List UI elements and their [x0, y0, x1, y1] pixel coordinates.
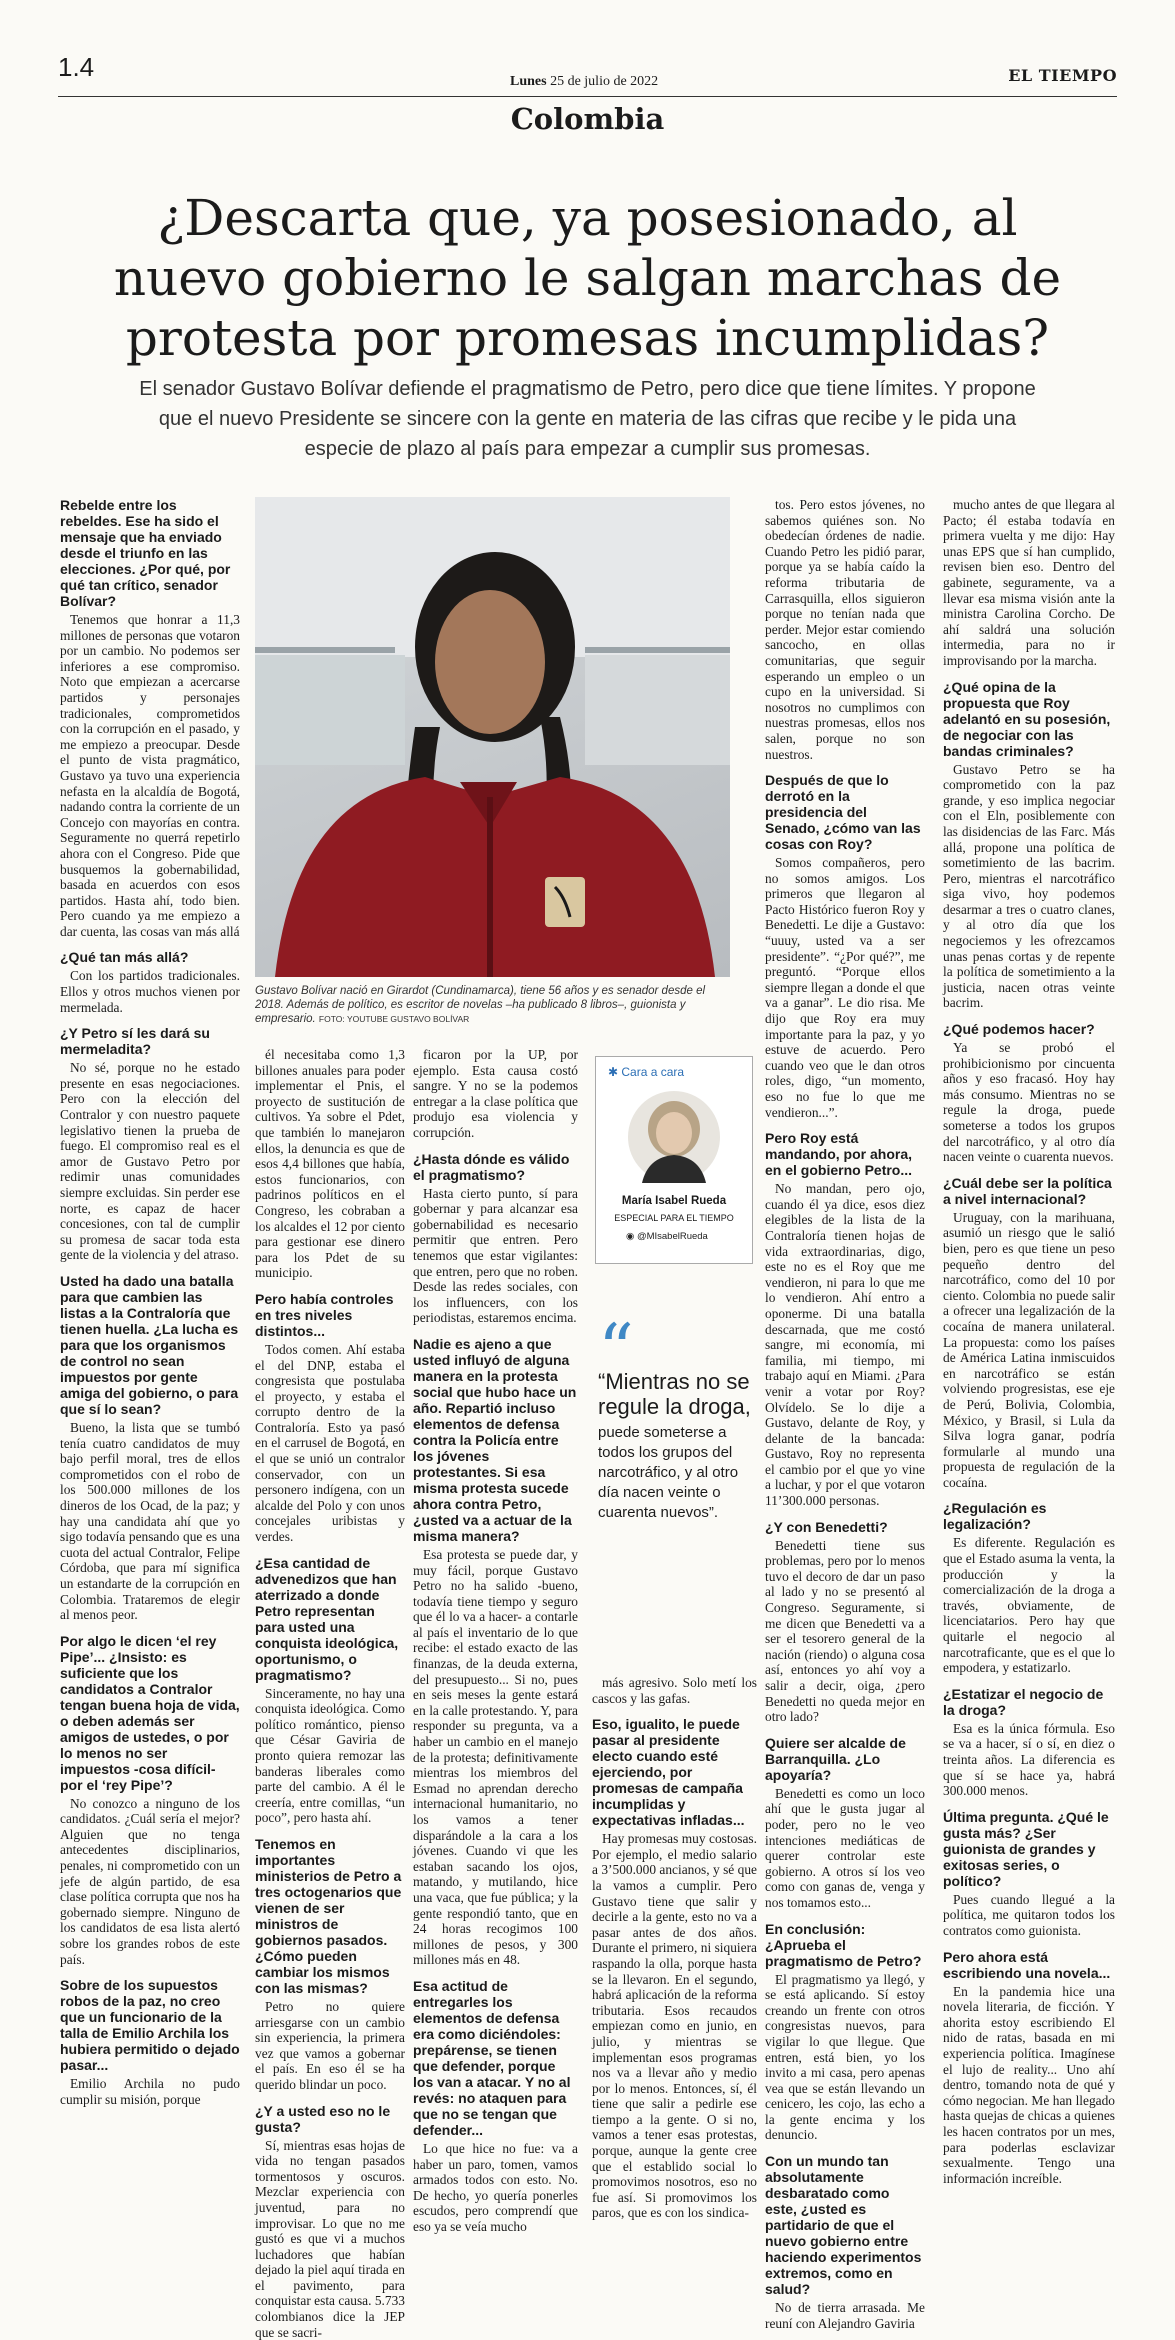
interview-answer: mucho antes de que llegara al Pacto; él estaba todavía en primera vuelta y me dijo: Hay unas EPS que sí han cumplido, revisen bien eso. Dentro del gabinete, seguramente, va a llevar esa misma visión ante la ministra Carolina Corcho. De ahí saldrá una solución intermedia, para no ir improvisando por la marcha.	[943, 497, 1115, 668]
photo-caption	[255, 984, 735, 1026]
photo-illustration	[255, 497, 730, 977]
pull-quote-rest: puede someterse a todos los grupos del narcotráfico, y al otro día nacen veinte o cuarenta nuevos”.	[598, 1424, 739, 1521]
column-1	[60, 497, 240, 2192]
interview-question: Después de que lo derrotó en la presidencia del Senado, ¿cómo van las cosas con Roy?	[765, 772, 921, 853]
interview-answer: Todos comen. Ahí estaba el del DNP, estaba el congresista que postulaba el proyecto, y estaba el corrupto dentro de la Contraloría. Esto ya pasó en el carrusel de Bogotá, en el que se unió un contralor conservador, con un personero indígena, con un alcalde del Polo y con unos concejales uribistas y verdes.	[255, 1341, 405, 1545]
article-deck: El senador Gustavo Bolívar defiende el pragmatismo de Petro, pero dice que tiene límites. Y propone que el nuevo Presidente se sincere con la gente en materia de las cifras que recibe y le pida una especie de plazo al país para empezar a cumplir sus promesas.	[139, 378, 1036, 460]
interview-answer: Somos compañeros, pero no somos amigos. Los primeros que llegaron al Pacto Histórico fueron Roy y Benedetti. Le dije a Gustavo: “uuuy, usted va a ser presidente”. “¿Por qué?”, me preguntó. “Porque ellos siempre llegan a donde el que va a ganar”. Le dio risa. Me dijo que Roy era muy importante para la paz, y yo estuve de acuerdo. Pero cuando veo que le dan otros roles, digo, “un momento, eso no fue lo que me vendieron...”.	[765, 855, 925, 1120]
interview-question: ¿Hasta dónde es válido el pragmatismo?	[413, 1150, 570, 1183]
interview-question: Eso, igualito, le puede pasar al presidente electo cuando esté ejerciendo, por promesas de campaña incumplidas y expectativas infladas...	[592, 1716, 745, 1829]
column-5	[943, 497, 1115, 2192]
interview-question: Con un mundo tan absolutamente desbaratado como este, ¿usted es partidario de que el nuevo gobierno entre haciendo experimentos extremos, como en salud?	[765, 2153, 922, 2298]
column-4-lower	[592, 1675, 757, 2221]
interview-answer: él necesitaba como 1,3 billones anuales para poder implementar el Pnis, el proyecto de sustitución de cultivos. Ya sobre el Pdet, que también lo manejaron ellos, la denuncia es que de esos 4,4 billones que había, estos funcionarios, con padrinos políticos en el Congreso, les cobraban a los alcaldes el 12 por ciento para gestionar ese dinero para los Pdet de su municipio.	[255, 1047, 405, 1281]
interview-question: Pero había controles en tres niveles distintos...	[255, 1290, 394, 1339]
interview-answer: El pragmatismo ya llegó, y se está aplicando. Sí estoy creando un frente con otros congresistas nuevos, para vigilar lo que llegue. Que entren, está bien, yo los invito a mi casa, pero apenas vea que se están llevando un cenicero, les cojo, las echo a la gente encima y los denuncio.	[765, 1971, 925, 2143]
issue-date	[510, 74, 658, 90]
interview-question: ¿Esa cantidad de advenedizos que han aterrizado a donde Petro representan para usted una conquista ideológica, oportunismo, o pragmatismo?	[255, 1554, 399, 1683]
author-role: ESPECIAL PARA EL TIEMPO	[614, 1213, 734, 1223]
interview-answer: En la pandemia hice una novela literaria, de ficción. Y ahorita estoy escribiendo El nido de ratas, basada en mi experiencia política. Imagínese el lujo de reality... Uno ahí dentro, tomando nota de qué y cómo negocian. Me han llegado hasta quejas de chicas a quienes les hacen contratos por un mes, para poderlas esclavizar sexualmente. Tengo una información increíble.	[943, 1983, 1115, 2186]
interview-answer: Es diferente. Regulación es que el Estado asuma la venta, la producción y la comercialización de la droga a través, obviamente, de licenciatarios. Pero hay que quitarle el negocio al narcotraficante, que es el que lo empodera, y estatizarlo.	[943, 1535, 1115, 1676]
interview-question: ¿Y con Benedetti?	[765, 1518, 888, 1535]
quote-mark-icon: “	[598, 1309, 634, 1391]
newspaper-brand: EL TIEMPO	[1008, 66, 1117, 85]
issue-day: Lunes	[510, 74, 547, 89]
interview-answer: No de tierra arrasada. Me reuní con Alejandro Gaviria	[765, 2300, 925, 2331]
interview-question: Quiere ser alcalde de Barranquilla. ¿Lo apoyaría?	[765, 1734, 906, 1783]
interview-answer: más agresivo. Solo metí los cascos y las gafas.	[592, 1675, 757, 1706]
interview-question: ¿Regulación es legalización?	[943, 1500, 1047, 1533]
interview-question: Pero ahora está escribiendo una novela...	[943, 1948, 1111, 1981]
interview-answer: Uruguay, con la marihuana, asumió un riesgo que le salió bien, pero es que tiene un peso pequeño dentro del narcotráfico, como del 10 por ciento. Colombia no puede salir a ofrecer una legalización de la cocaína de manera unilateral. La propuesta: como los países de América Latina inmiscuidos en narcotráfico se están volviendo progresistas, ese eje de Perú, Bolivia, Colombia, México, y Brasil, si Lula da Silva logra ganar, podría formularle al mundo una propuesta de regulación de la cocaína.	[943, 1209, 1115, 1490]
headline: ¿Descarta que, ya posesionado, al nuevo gobierno le salgan marchas de protesta por promesas incumplidas?	[113, 189, 1062, 367]
interview-question: ¿Qué opina de la propuesta que Roy adelantó en su posesión, de negociar con las bandas criminales?	[943, 678, 1111, 759]
interview-answer: ficaron por la UP, por ejemplo. Esta causa costó sangre. Y no se la podemos entregar a la clase política que produjo esa violencia y corrupción.	[413, 1047, 578, 1140]
card-kicker: ✱ Cara a cara	[608, 1065, 685, 1079]
column-2	[255, 1047, 405, 2340]
caption-text: Gustavo Bolívar nació en Girardot (Cundinamarca), tiene 56 años y es senador desde el 2018. Además de político, es escritor de novelas –ha publicado 8 libros–, guionista y empresario.	[255, 985, 706, 1025]
interview-answer: No sé, porque no he estado presente en esas negociaciones. Pero con la elección del Contralor y con nuestro paquete legislativo tienen la prueba de fuego. El compromiso real es el amor de Gustavo Petro por redimir unas comunidades siempre excluidas. Sin perder ese norte, es capaz de hacer concesiones, con tal de cumplir su promesa de sacar toda esta gente de la violencia y del atraso.	[60, 1060, 240, 1263]
interview-answer: Esa es la única fórmula. Eso se va a hacer, sí o sí, en diez o treinta años. La diferencia es que sí se hace ya, habrá 300.000 menos.	[943, 1720, 1115, 1799]
interview-answer: Tenemos que honrar a 11,3 millones de personas que votaron por un cambio. No podemos ser inferiores a ese compromiso. Noto que empiezan a acercarse partidos y personajes tradicionales, comprometidos con la corrupción en el pasado, y me empiezo a preocupar. Desde el punto de vista pragmático, Gustavo ya tuvo una experiencia nefasta en la alcaldía de Bogotá, nadando contra la corriente de un Concejo con mayorías en contra. Seguramente no querrá repetirlo ahora con el Congreso. Pide que busquemos la gobernabilidad, basada en acuerdos con esos partidos. Hasta ahí, todo bien. Pero cuando ya me empiezo a dar cuenta, las cosas van más allá	[60, 612, 240, 939]
interview-answer: Hay promesas muy costosas. Por ejemplo, el medio salario a 3’500.000 ancianos, y sé que la vamos a cumplir. Pero Gustavo tiene que salir y decirle a la gente, esto no va a pasar antes de dos años. Durante el primero, ni siquiera raspando la olla, porque hasta se la llevaron. En el segundo, habrá aplicación de la reforma tributaria. Esos recaudos empiezan como en junio, en julio, y mientras se implementan esos programas nos va a llevar año y medio por lo menos. Entonces, sí, él tiene que salir a pedirle ese tiempo a la gente. O si no, vamos a tener esas protestas, porque, aunque la gente cree que el establido social lo promovimos nosotros, eso no fue así. Si promovimos los paros, que es con los sindica-	[592, 1831, 757, 2221]
interview-answer: No conozco a ninguno de los candidatos. ¿Cuál sería el mejor? Alguien que no tenga antecedentes disciplinarios, penales, ni comprometido con un jefe de algún partido, de esa clase política corrupta que nos ha gobernado siempre. Ninguno de los candidatos de esa lista alertó sobre los grandes robos de este país.	[60, 1795, 240, 1967]
interview-answer: Emilio Archila no pudo cumplir su misión, porque	[60, 2076, 240, 2107]
portrait-photo	[255, 497, 730, 977]
page-number: 1.4	[58, 52, 95, 82]
section-title: Colombia	[510, 102, 665, 136]
interview-answer: Hasta cierto punto, sí para gobernar y para alcanzar esa gobernabilidad es necesario permitir que entren. Pero tenemos que estar vigilantes: que entren, pero que no roben. Desde las redes sociales, con los influencers, con los periodistas, estaremos encima.	[413, 1185, 578, 1326]
interview-answer: Bueno, la lista que se tumbó tenía cuatro candidatos de muy bajo perfil moral, tres de ellos comprometidos con el robo de los 500.000 millones de los dineros de los Ocad, de la paz; y hay una candidata ahí que yo sigo todavía pensando que es una cuota del actual Contralor, Felipe Córdoba, que para mí significa un estandarte de la corrupción en Colombia. Trataremos de elegir al menos peor.	[60, 1419, 240, 1623]
interview-answer: Ya se probó el prohibicionismo por cincuenta años y eso fracasó. Hoy hay más consumo. Mientras no se regule la droga, puede someterse a todos los grupos del narcotráfico, y al otro día nacen veinte o cuarenta nuevos.	[943, 1040, 1115, 1165]
author-name: María Isabel Rueda	[621, 1195, 727, 1207]
interview-answer: Lo que hice no fue: va a haber un paro, tomen, vamos armados todos con esto. No. De hecho, yo quería ponerles escudos, pero comprendí que eso ya se veía mucho	[413, 2140, 578, 2234]
interview-question: Pero Roy está mandando, por ahora, en el gobierno Petro...	[765, 1130, 913, 1179]
column-4	[765, 497, 925, 2331]
interview-answer: Pues cuando llegué a la política, me quitaron todos los contratos como guionista.	[943, 1891, 1115, 1938]
interview-question: Sobre de los supuestos robos de la paz, no creo que un funcionario de la talla de Emilio Archila los hubiera permitido o dejado pasar...	[60, 1977, 240, 2074]
interview-question: ¿Y a usted eso no le gusta?	[255, 2102, 391, 2135]
interview-answer: Petro no quiere arriesgarse con un cambio sin experiencia, la primera vez que vamos a gobernar el país. En eso él se ha querido blindar un poco.	[255, 1998, 405, 2092]
interview-question: Usted ha dado una batalla para que cambien las listas a la Contraloría que tienen huella. ¿La lucha es para que los organismos de control no sean impuestos por gente amiga del gobierno, o para que sí lo sean?	[60, 1272, 239, 1417]
interview-answer: Sinceramente, no hay una conquista ideológica. Como político romántico, pienso que César Gaviria de pronto quiera remozar las banderas liberales como parte del cambio. A él le creería, entre comillas, “un poco”, pero hasta ahí.	[255, 1685, 405, 1826]
interview-answer: No mandan, pero ojo, cuando él ya dice, esos diez elegibles de la lista de la Contraloría tienen hojas de vida extraordinarias, digo, este no es el Roy que me vendieron, ni para lo que me lo vendieron. Ahí entro a oponerme. Di una batalla descarnada, que me costó sangre, mi economía, mi familia, mi tiempo, mi trabajo aquí en Miami. ¿Para venir a votar por Roy? Olvídelo. Se lo dije a Gustavo, delante de Roy, y delante de la bancada: Gustavo, Roy no representa el cambio por el que yo vine a luchar, y por el que votaron 11’300.000 personas.	[765, 1181, 925, 1509]
interview-question: ¿Qué podemos hacer?	[943, 1021, 1095, 1038]
interview-question: Por algo le dicen ‘el rey Pipe’... ¿Insisto: es suficiente que los candidatos a Contralor tengan buena hoja de vida, o deben además ser amigos de ustedes, o por lo menos no ser impuestos -cosa difícil- por el ‘rey Pipe’?	[60, 1632, 240, 1793]
interview-answer: Benedetti es como un loco ahí que le gusta jugar al poder, pero no le veo intenciones mediáticas de querer controlar este gobierno. A otros sí los veo como con ganas de, venga y nos tomamos esto...	[765, 1785, 925, 1910]
interview-question: En conclusión: ¿Aprueba el pragmatismo de Petro?	[765, 1920, 922, 1969]
interview-answer: tos. Pero estos jóvenes, no sabemos quiénes son. No obedecían órdenes de nadie. Cuando Petro les pidió parar, porque ya se había caído la reforma tributaria de Carrasquilla, ellos siguieron porque no tenían nada que perder. Mejor estar comiendo sancocho, en ollas comunitarias, que seguir esperando un empleo o un cupo en la universidad. Si nosotros no cumplimos con nuestras promesas, ellos nos salen, porque no son nuestros.	[765, 497, 925, 762]
pull-quote-bold: “Mientras no se regule la droga,	[598, 1369, 751, 1419]
photo-credit: FOTO: YOUTUBE GUSTAVO BOLÍVAR	[318, 1014, 470, 1024]
interview-question: Esa actitud de entregarles los elementos de defensa era como diciéndoles: prepárense, se tienen que defender, porque los van a atacar. Y no al revés: no ataquen para que no se tengan que defender...	[413, 1977, 571, 2138]
interview-question: ¿Qué tan más allá?	[60, 949, 189, 966]
interview-answer: Esa protesta se puede dar, y muy fácil, porque Gustavo Petro no ha salido -bueno, todavía tiene tiempo y seguro que él lo va a hacer- a contarle al país el inventario de lo que recibe: el estado exacto de las finanzas, de la deuda externa, del presupuesto... Si no, pues en seis meses la gente estará en la calle protestando. Y, para responder su pregunta, va a haber un cambio en el manejo de la protesta; definitivamente mientras los miembros del Esmad no aprendan derecho internacional humanitario, no los vamos a tener disparándole a la cara a los jóvenes. Cuando vi que les estaban sacando los ojos, matando, y mutilando, hice una vaca, que fue pública; y la gente respondió tanto, que en 24 horas recogimos 100 millones de pesos, y 300 millones más en 48.	[413, 1546, 578, 1968]
interview-question: Rebelde entre los rebeldes. Ese ha sido el mensaje que ha enviado desde el triunfo en las elecciones. ¿Por qué, por qué tan crítico, senador Bolívar?	[60, 497, 231, 609]
interview-answer: Sí, mientras esas hojas de vida no tengan pasados tormentosos y oscuros. Mezclar experiencia con juventud, para no improvisar. Lo que no me gustó es que vi a muchos luchadores que habían dejado la piel aquí tirada en el pavimento, para conquistar esta causa. 5.733 colombianos dice la JEP que se sacri-	[255, 2137, 405, 2340]
interview-question: Nadie es ajeno a que usted influyó de alguna manera en la protesta social que hubo hace un año. Repartió incluso elementos de defensa contra la Policía entre los jóvenes protestantes. Si esa misma protesta sucede ahora contra Petro, ¿usted va a actuar de la misma manera?	[413, 1335, 577, 1544]
pull-quote	[598, 1309, 763, 1523]
interview-question: ¿Y Petro sí les dará su mermeladita?	[60, 1025, 210, 1058]
interview-question: ¿Estatizar el negocio de la droga?	[943, 1685, 1104, 1718]
author-card	[595, 1056, 753, 1264]
column-3	[413, 1047, 578, 2234]
header-rule	[58, 96, 1117, 97]
author-portrait	[628, 1091, 720, 1183]
interview-answer: Benedetti tiene sus problemas, pero por lo menos tuvo el decoro de dar un paso al lado y no se presentó al Congreso. Seguramente, si me dicen que Benedetti va a ser el tesorero general de la nación (riendo) o alguna cosa así, entonces yo ahí voy a salir a decir, oiga, ¿pero Benedetti no queda mejor en otro lado?	[765, 1537, 925, 1725]
interview-question: ¿Cuál debe ser la política a nivel internacional?	[943, 1174, 1112, 1207]
interview-answer: Gustavo Petro se ha comprometido con la paz grande, y eso implica negociar con el Eln, posiblemente con las disidencias de las Farc. Más allá, propone una política de sometimiento de las bacrim. Pero, mientras el narcotráfico siga vivo, hoy podemos desarmar a tres o cuatro clanes, y al otro día que los negociemos y les ofrezcamos unas penas cortas y de repente la política de sometimiento a la justicia, nacen otras veinte bacrim.	[943, 761, 1115, 1011]
interview-answer: Con los partidos tradicionales. Ellos y otros muchos vienen por mermelada.	[60, 968, 240, 1015]
author-handle-text: @MIsabelRueda	[636, 1231, 708, 1242]
twitter-icon: ◉	[626, 1231, 635, 1242]
interview-question: Última pregunta. ¿Qué le gusta más? ¿Ser guionista de grandes y exitosas series, o político?	[943, 1808, 1109, 1889]
issue-date-rest: 25 de julio de 2022	[550, 74, 659, 89]
author-handle[interactable]	[626, 1231, 708, 1242]
interview-question: Tenemos en importantes ministerios de Petro a tres octogenarios que vienen de ser ministros de gobiernos pasados. ¿Cómo pueden cambiar los mismos con las mismas?	[255, 1835, 402, 1996]
card-kicker-label: Cara a cara	[621, 1065, 685, 1079]
